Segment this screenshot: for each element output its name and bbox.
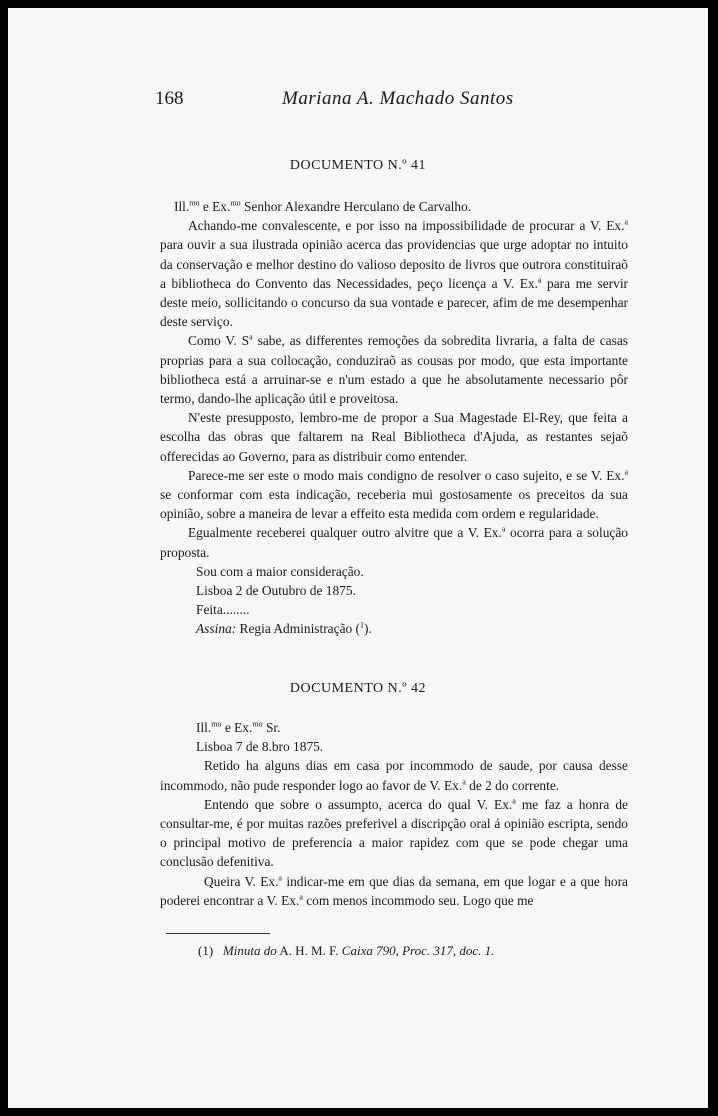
- doc42-salutation: Ill.$^{mo}$ e Ex.$^{mo}$ Sr.: [196, 719, 281, 735]
- document-42-body: [160, 718, 628, 910]
- doc42-paragraph-2: Entendo que sobre o assumpto, acerca do qual V. Ex.$^a$ me faz a honra de consultar-me, é por muitas razões preferivel a discripção oral á opinião escripta, sendo o principal motivo de preferencia a maior rapidez com que se pode chegar uma conclusão defenitiva.: [160, 796, 628, 870]
- footnote-rule: [166, 933, 270, 934]
- doc41-date: Lisboa 2 de Outubro de 1875.: [196, 583, 356, 599]
- doc41-salutation: Ill.$^{mo}$ e Ex.$^{mo}$ Senhor Alexandre Herculano de Carvalho.: [174, 198, 472, 214]
- doc41-feita: Feita........: [196, 602, 250, 618]
- page-number: 168: [155, 88, 184, 109]
- running-head: Mariana A. Machado Santos: [282, 88, 514, 109]
- doc42-paragraph-1: Retido ha alguns dias em casa por incommodo de saude, por causa desse incommodo, não pude responder logo ao favor de V. Ex.$^a$ de 2 do corrente.: [160, 758, 628, 793]
- doc41-paragraph-5: Egualmente receberei qualquer outro alvitre que a V. Ex.$^a$ ocorra para a solução proposta.: [160, 524, 628, 560]
- document-41-body: [160, 197, 628, 639]
- document-page: [8, 8, 708, 1108]
- doc41-paragraph-4: Parece-me ser este o modo mais condigno de resolver o caso sujeito, e se V. Ex.$^a$ se conformar com esta indicação, receberia mui gostosamente os preceitos da sua opinião, sobre a maneira de levar a effeito esta medida com ordem e regularidade.: [160, 467, 628, 522]
- doc41-paragraph-2: Como V. $S^a$ sabe, as differentes remoções da sobredita livraria, a falta de casas proprias para a sua collocação, conduziraõ as cousas por modo, que esta importante bibliotheca está a arruinar-se e n'um estado a que he absolutamente necessario pôr termo, dando-lhe aplicação útil e proveitosa.: [160, 332, 628, 407]
- doc41-assina: Assina: Regia Administração ($^1$).: [196, 621, 372, 637]
- doc41-closing: Sou com a maior consideração.: [196, 563, 364, 579]
- footnote-marker: (1): [198, 943, 214, 958]
- doc41-paragraph-3: N'este presupposto, lembro-me de propor a Sua Magestade El-Rey, que feita a escolha das obras que faltarem na Real Bibliotheca d'Ajuda, as restantes sejaõ offerecidas ao Governo, para as distribuir como entender.: [160, 410, 628, 464]
- doc42-paragraph-3: Queira V. Ex.$^a$ indicar-me em que dias da semana, em que logar e a que hora poderei encontrar a V. Ex.$^a$ com menos incommodo seu. Logo que me: [160, 873, 628, 908]
- doc41-paragraph-1: Achando-me convalescente, e por isso na impossibilidade de procurar a V. Ex.$^a$ para ouvir a sua ilustrada opinião acerca das providencias que urge adoptar no intuito da conservação e melhor destino do valioso deposito de livros que outrora constituiraõ a bibliotheca do Convento das Necessidades, peço licença a V. Ex.$^a$ para me servir deste meio, sollicitando o concurso da sua vontade e parecer, afim de me desempenhar deste serviço.: [160, 217, 628, 330]
- doc42-date: Lisboa 7 de 8.bro 1875.: [196, 739, 324, 755]
- document-41-title: DOCUMENTO N.º 41: [289, 158, 427, 173]
- page-header: [8, 88, 708, 118]
- footnote: (1) Minuta do A. H. M. F. Caixa 790, Proc. 317, doc. 1.: [198, 943, 495, 958]
- document-42-title: DOCUMENTO N.º 42: [289, 681, 427, 696]
